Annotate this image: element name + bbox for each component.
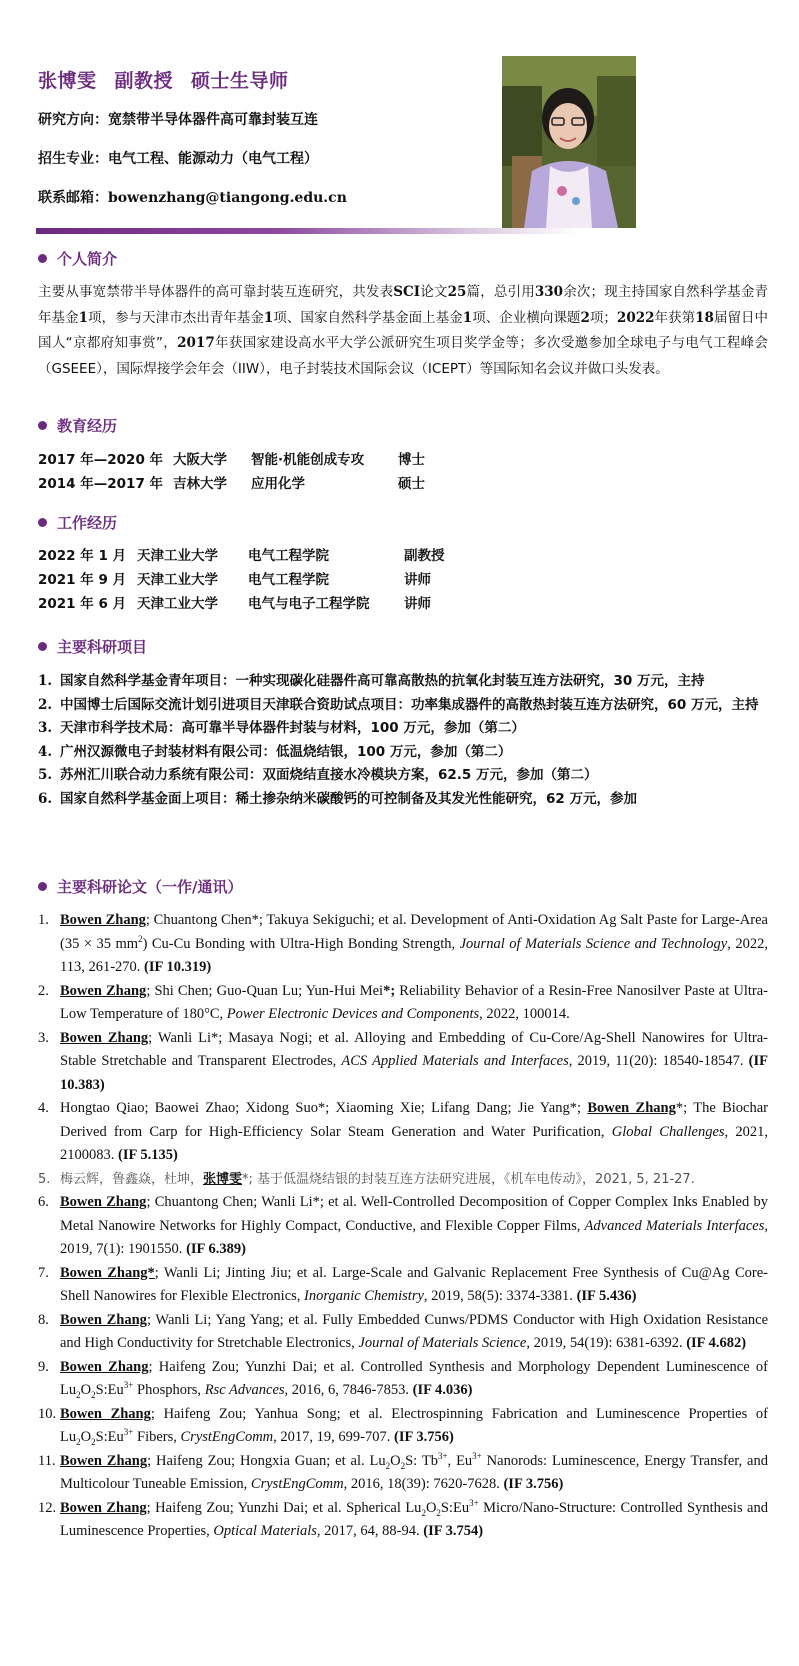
- list-item: 4. Hongtao Qiao; Baowei Zhao; Xidong Suo*; Xiaoming Xie; Lifang Dang; Jie Yang*; Bowen Zhang*; The Biochar Derived from Carp for High-Efficiency Solar Steam Generation and Water Purification, Global Challenges, 2021, 2100083. (IF 5.135): [38, 1100, 769, 1163]
- list-item: 1. 国家自然科学基金青年项目：一种实现碳化硅器件高可靠高散热的抗氧化封装互连方法研究，30 万元，主持: [38, 673, 705, 689]
- profile-photo-illustration: [502, 56, 636, 228]
- bullet-dot-icon: [38, 518, 47, 527]
- list-item: 2. Bowen Zhang; Shi Chen; Guo-Quan Lu; Yun-Hui Mei*; Reliability Behavior of a Resin-Free Nanosilver Paste at Ultra-Low Temperature of 180°C, Power Electronic Devices and Components, 2022, 100014.: [38, 982, 768, 1022]
- header-divider: [36, 228, 576, 234]
- list-item: 10. Bowen Zhang; Haifeng Zou; Yanhua Song; et al. Electrospinning Fabrication and Luminescence Properties of $Lu_2O_2S:Eu^{3+}$ Fibers, CrystEngComm, 2017, 19, 699-707. (IF 3.756): [38, 1405, 768, 1447]
- list-item: 1. Bowen Zhang; Chuantong Chen*; Takuya Sekiguchi; et al. Development of Anti-Oxidation Ag Salt Paste for Large-Area (35 × 35 $mm^2$) Cu-Cu Bonding with Ultra-High Bonding Strength, Journal of Materials Science and Technology, 2022, 113, 261-270. (IF 10.319): [38, 912, 768, 975]
- bullet-dot-icon: [38, 642, 47, 651]
- list-item: 11. Bowen Zhang; Haifeng Zou; Hongxia Guan; et al. $Lu_2O_2S$: $Tb^{3+}$, $Eu^{3+}$ Nanorods: Luminescence, Energy Transfer, and Multicolour Tuneable Emission, CrystEngComm, 2016, 18(39): 7620-7628. (IF 3.756): [38, 1450, 768, 1492]
- enrollment-major: 招生专业：电气工程、能源动力（电气工程）: [38, 151, 318, 167]
- list-item: 6. 国家自然科学基金面上项目：稀土掺杂纳米碳酸钙的可控制备及其发光性能研究，62 万元，参加: [38, 790, 637, 807]
- paper-list: [38, 909, 768, 1544]
- list-item: 5. 梅云辉，鲁鑫焱，杜坤，张博雯*; 基于低温烧结银的封装互连方法研究进展，《机车电传动》，2021, 5, 21-27.: [38, 1171, 695, 1187]
- bullet-dot-icon: [38, 254, 47, 263]
- list-item: 7. Bowen Zhang*; Wanli Li; Jinting Jiu; et al. Large-Scale and Galvanic Replacement Free Synthesis of Cu@Ag Core-Shell Nanowires for Flexible Electronics, Inorganic Chemistry, 2019, 58(5): 3374-3381. (IF 5.436): [38, 1264, 769, 1304]
- list-item: 4. 广州汉源微电子封装材料有限公司：低温烧结银，100 万元，参加（第二）: [38, 743, 512, 760]
- section-papers-heading: 主要科研论文（一作/通讯）: [38, 876, 242, 897]
- list-item: 3. Bowen Zhang; Wanli Li*; Masaya Nogi; et al. Alloying and Embedding of Cu-Core/Ag-Shell Nanowires for Ultra-Stable Stretchable and Transparent Electrodes, ACS Applied Materials and Interfaces, 2019, 11(20): 18540-18547. (IF 10.383): [38, 1029, 768, 1093]
- profile-name: 张博雯: [38, 70, 97, 92]
- contact-email: 联系邮箱：bowenzhang@tiangong.edu.cn: [38, 190, 347, 206]
- bullet-dot-icon: [38, 421, 47, 430]
- list-item: 8. Bowen Zhang; Wanli Li; Yang Yang; et al. Fully Embedded Cunws/PDMS Conductor with High Oxidation Resistance and High Conductivity for Stretchable Electronics, Journal of Materials Science, 2019, 54(19): 6381-6392. (IF 4.682): [38, 1311, 768, 1351]
- intro-paragraph: 主要从事宽禁带半导体器件的高可靠封装互连研究，共发表SCI论文25篇，总引用330余次；现主持国家自然科学基金青年基金1项，参与天津市杰出青年基金1项、国家自然科学基金面上基金1项、企业横向课题2项；2022年获第18届留日中国人“京都府知事赏”，2017年获国家建设高水平大学公派研究生项目奖学金等；多次受邀参加全球电子与电气工程峰会（GSEEE），国际焊接学会年会（IIW），电子封装技术国际会议（ICEPT）等国际知名会议并做口头发表。: [38, 284, 769, 377]
- list-item: 12. Bowen Zhang; Haifeng Zou; Yunzhi Dai; et al. Spherical $Lu_2O_2S:Eu^{3+}$ Micro/Nano-Structure: Controlled Synthesis and Luminescence Properties, Optical Materials, 2017, 64, 88-94. (IF 3.754): [38, 1497, 768, 1539]
- bullet-dot-icon: [38, 882, 47, 891]
- profile-name-line: [38, 66, 307, 93]
- profile-supervisor: 硕士生导师: [191, 70, 289, 92]
- section-work-heading: 工作经历: [38, 512, 117, 533]
- profile-photo: [502, 56, 636, 228]
- project-list: [38, 670, 768, 811]
- section-projects-heading: 主要科研项目: [38, 636, 147, 657]
- email-link[interactable]: bowenzhang@tiangong.edu.cn: [108, 190, 347, 206]
- list-item: 5. 苏州汇川联合动力系统有限公司：双面烧结直接水冷模块方案，62.5 万元，参加（第二）: [38, 767, 598, 783]
- profile-rank: 副教授: [114, 70, 174, 92]
- list-item: 3. 天津市科学技术局：高可靠半导体器件封装与材料，100 万元，参加（第二）: [38, 720, 525, 736]
- research-direction: 研究方向：宽禁带半导体器件高可靠封装互连: [38, 112, 318, 128]
- list-item: 2. 中国博士后国际交流计划引进项目天津联合资助试点项目：功率集成器件的高散热封装互连方法研究，60 万元，主持: [38, 696, 759, 713]
- section-education-heading: 教育经历: [38, 415, 117, 436]
- section-intro-heading: 个人简介: [38, 248, 117, 269]
- list-item: 9. Bowen Zhang; Haifeng Zou; Yunzhi Dai; et al. Controlled Synthesis and Morphology Dependent Luminescence of $Lu_2O_2S:Eu^{3+}$ Phosphors, Rsc Advances, 2016, 6, 7846-7853. (IF 4.036): [38, 1358, 768, 1400]
- list-item: 6. Bowen Zhang; Chuantong Chen; Wanli Li*; et al. Well-Controlled Decomposition of Copper Complex Inks Enabled by Metal Nanowire Networks for Highly Compact, Conductive, and Flexible Copper Films, Advanced Materials Interfaces, 2019, 7(1): 1901550. (IF 6.389): [38, 1194, 768, 1257]
